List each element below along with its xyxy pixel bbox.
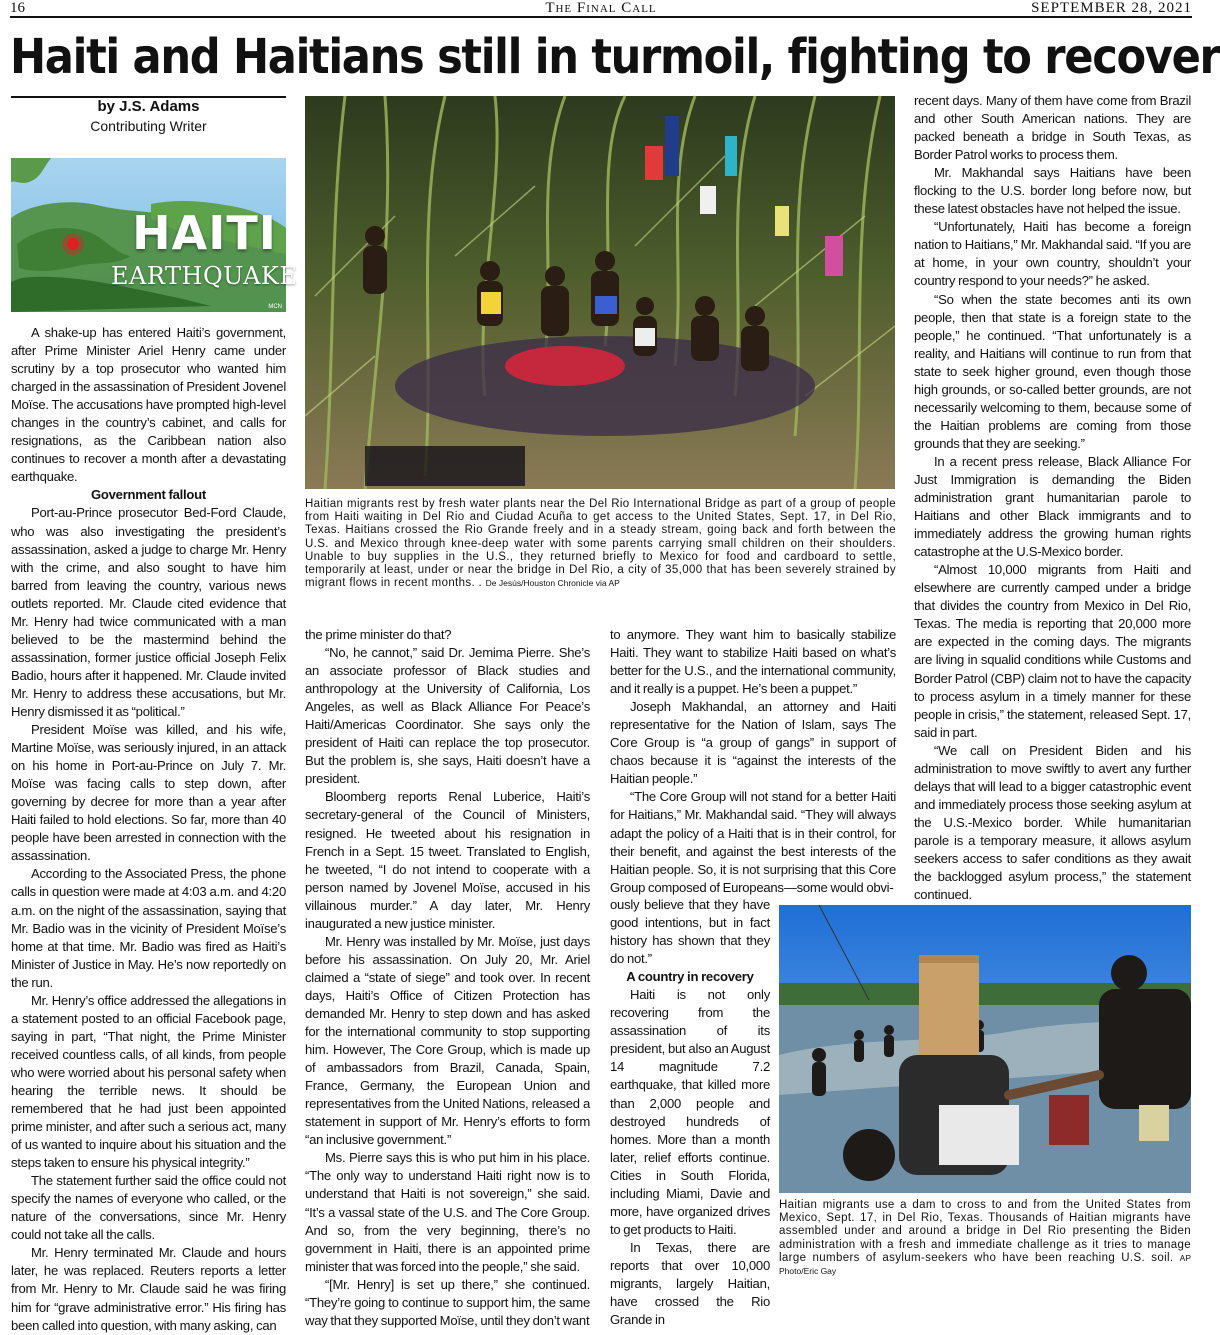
paragraph: “[Mr. Henry] is set up there,” she continued. “They’re going to continue to support him, the same way that they supported Moïse, until they don’t want xyxy=(305,1276,590,1328)
paragraph: A shake-up has entered Haiti’s government, after Prime Minister Ariel Henry came under scrutiny by a top prosecutor who wanted him charged in the assassination of President Jovenel Moïse. The accusations have prompted high-level changes in the country’s cabinet, and calls for resignations, as the Caribbean nation also continues to recover a month after a devastating earthquake. xyxy=(11,325,286,485)
paragraph: “The Core Group will not stand for a better Haiti for Haitians,” Mr. Makhandal said. “They will always adapt the policy of a Haiti that is in their control, for their benefit, and against the best interests of the Haitian people. So, it is not surprising that this Core Group composed of Europeans—some would obvi- xyxy=(610,789,896,895)
paragraph: Bloomberg reports Renal Luberice, Haiti’s secretary-general of the Council of Ministers, resigned. He tweeted about his resignation in French in a Sept. 15 tweet. Translated to English, he tweeted, “I do not intend to cooperate with a person named by Jovenel Moïse, accused in his villainous murder.” A day later, Mr. Henry inaugurated a new justice minister. xyxy=(305,789,590,931)
paragraph: Mr. Henry was installed by Mr. Moïse, just days before his assassination. On July 20, Mr. Ariel claimed a “state of siege” and took over. In recent days, Haiti’s Office of Citizen Protection has demanded Mr. Henry to step down and has asked for the international community to stop supporting him. However, The Core Group, which is made up of ambassadors from Brazil, Canada, Spain, France, Germany, the European Union and representatives from the United Nations, released a statement in support of Mr. Henry’s efforts to form “an inclusive government.” xyxy=(305,933,590,1148)
photo-caption-bottom xyxy=(779,1199,1191,1278)
paragraph: “Unfortunately, Haiti has become a foreign nation to Haitians,” Mr. Makhandal said. “If you are at home, in your own country, shouldn’t your country respond to your needs?” he asked. xyxy=(914,219,1191,289)
paragraph: Joseph Makhandal, an attorney and Haiti representative for the Nation of Islam, says The Core Group is “a group of gangs” in support of chaos because it is “against the interests of the Haitian people.” xyxy=(610,699,896,787)
caption-text: Haitian migrants use a dam to cross to and from the United States from Mexico, Sept. 17, in Del Rio, Texas. Thousands of Haitian migrants have assembled under and around a bridge in Del Rio presenting the Biden administration with a fresh and immediate challenge as it tries to manage large numbers of asylum-seekers who have been reaching U.S. soil. xyxy=(779,1199,1191,1264)
paragraph: Haiti is not only recovering from the assassination of its president, but also an August 14 magnitude 7.2 earthquake, that killed more than 2,000 people and destroyed hundreds of homes. More than a month later, relief efforts continue. Cities in South Florida, including Miami, Davie and more, have organized drives to get products to Haiti. xyxy=(610,987,770,1237)
caption-text: Haitian migrants rest by fresh water plants near the Del Rio International Bridge as part of a group of people from Haiti waiting in Del Rio and Ciudad Acuña to get access to the United States, Sept. 17, in Del Rio, Texas. Haitians crossed the Rio Grande freely and in a steady stream, going back and forth between the U.S. and Mexico through knee-deep water with some parents carrying small children on their shoulders. Unable to buy supplies in the U.S., they returned briefly to Mexico for food and cardboard to settle, temporarily at least, under or near the bridge in Del Rio, a city of 35,000 that has been severely strained by migrant flows in recent months. . xyxy=(305,498,896,590)
publication-name: The Final Call xyxy=(545,0,657,16)
logo-title: HAITI xyxy=(132,206,277,260)
subhead-country-in-recovery: A country in recovery xyxy=(626,969,754,985)
photo-credit: AP Photo/Eric Gay xyxy=(779,1252,1192,1277)
article-column-2 xyxy=(305,626,590,1328)
article-column-1 xyxy=(11,324,286,1333)
logo-subtitle: EARTHQUAKE xyxy=(111,262,298,290)
byline-author: by J.S. Adams xyxy=(97,98,200,115)
migrants-camp-photo xyxy=(305,96,895,489)
byline-role: Contributing Writer xyxy=(90,118,207,134)
paragraph: “We call on President Biden and his administration to move swiftly to avert any further delays that will lead to a bigger catastrophic event and immediately process those seeking asylum at the U.S.-Mexico border. While humanitarian parole is a temporary measure, it allows asylum seekers access to safer conditions as they await the backlogged asylum process,” the statement continued. xyxy=(914,742,1191,903)
issue-date: SEPTEMBER 28, 2021 xyxy=(1031,0,1192,16)
paragraph: recent days. Many of them have come from Brazil and other South American nations. They are packed beneath a bridge in South Texas, as Border Patrol works to process them. xyxy=(914,93,1191,163)
article-column-3-narrow xyxy=(610,896,770,1328)
paragraph: Mr. Henry’s office addressed the allegations in a statement posted to an official Facebook page, saying in part, “That night, the Prime Minister received countless calls, of all kinds, from people who were worried about his personal safety when hearing the terrible news. It should be remembered that he had just been appointed prime minister, and after such a serious act, many of us wanted to inquire about his situation and the steps taken to ensure his physical integrity.” xyxy=(11,992,286,1171)
headline: Haiti and Haitians still in turmoil, fighting to recover xyxy=(10,29,1220,85)
paragraph: Ms. Pierre says this is who put him in his place. “The only way to understand Haiti right now is to understand that Haiti is not sovereign,” she said. “It’s a vassal state of the U.S. and The Core Group. And so, from the very beginning, there’s no government in Haiti, there is an appointed prime minister that was forced into the people,” she said. xyxy=(305,1150,590,1274)
paragraph: “No, he cannot,” said Dr. Jemima Pierre. She’s an associate professor of Black studies and anthropology at the University of California, Los Angeles, as well as Black Alliance For Peace’s Haiti/Americas Coordinator. She says only the president of Haiti can replace the top prosecutor. But the problem is, she says, Haiti doesn’t have a president. xyxy=(305,645,590,787)
paragraph: The statement further said the office could not specify the names of everyone who called, or the nature of the conversations, since Mr. Henry could not take all the calls. xyxy=(11,1173,286,1243)
paragraph: ously believe that they have good intentions, but in fact history has shown that they do not.” xyxy=(610,897,770,967)
page-folio xyxy=(10,0,1192,18)
migrants-camp-illustration xyxy=(305,96,895,489)
paragraph: Mr. Henry terminated Mr. Claude and hours later, he was replaced. Reuters reports a letter from Mr. Henry to Mr. Claude said he was firing him for “grave administrative error.” His firing has been called into question, with many asking, can xyxy=(11,1245,286,1333)
page-number: 16 xyxy=(10,0,25,16)
paragraph: In Texas, there are reports that over 10,000 migrants, largely Haitian, have crossed the Rio Grande in xyxy=(610,1239,770,1328)
dam-crossing-illustration xyxy=(779,905,1191,1193)
logo-credit: MCN xyxy=(268,304,282,310)
article-column-3 xyxy=(610,626,896,896)
paragraph: Port-au-Prince prosecutor Bed-Ford Claude, who was also investigating the president’s assassination, asked a judge to charge Mr. Henry with the crime, and also sought to have him barred from leaving the country, various news outlets reported. Mr. Claude cited evidence that Mr. Henry had twice communicated with a man believed to be the mastermind behind the assassination, former justice official Joseph Felix Badio, hours after it happened. Mr. Claude invited Mr. Henry to address these accusations, but Mr. Henry dismissed it as “political.” xyxy=(11,505,286,719)
paragraph: the prime minister do that? xyxy=(305,627,452,642)
paragraph: Mr. Makhandal says Haitians have been flocking to the U.S. border long before now, but these latest obstacles have not helped the issue. xyxy=(914,165,1191,217)
article-column-4 xyxy=(914,92,1191,903)
subhead-government-fallout: Government fallout xyxy=(90,487,207,503)
paragraph: to anymore. They want him to basically stabilize Haiti. They want to stabilize Haiti based on what’s better for the U.S., and the international community, and it really is a puppet. He’s been a puppet.” xyxy=(610,627,896,697)
dam-crossing-photo xyxy=(779,905,1191,1193)
paragraph: In a recent press release, Black Alliance For Just Immigration is demanding the Biden administration grant humanitarian parole to Haitians and other Black immigrants and to immediately address the growing human rights catastrophe at the U.S-Mexico border. xyxy=(914,453,1191,560)
paragraph: “Almost 10,000 migrants from Haiti and elsewhere are currently camped under a bridge that divides the country from Mexico in Del Rio, Texas. The media is reporting that 20,000 more are expected in the coming days. The migrants are living in squalid conditions while Customs and Border Patrol (CBP) claim not to have the capacity to process asylum in a timely manner for these people in crisis,” the statement, released Sept. 17, said in part. xyxy=(914,562,1191,740)
photo-caption-top xyxy=(305,498,896,590)
paragraph: President Moïse was killed, and his wife, Martine Moïse, was seriously injured, in an attack on his home in Port-au-Prince on July 7. Mr. Moïse was facing calls to step down, after governing by decree for more than a year after Haiti failed to hold elections. So far, more than 40 people have been arrested in connection with the assassination. xyxy=(11,722,286,864)
paragraph: According to the Associated Press, the phone calls in question were made at 4:03 a.m. and 4:20 a.m. on the night of the assassination, saying that Mr. Badio was in the vicinity of President Moïse’s home at that time. Mr. Badio was fired as Haiti’s Minister of Justice in May. He’s now reportedly on the run. xyxy=(11,866,286,990)
paragraph: “So when the state becomes anti its own people, then that state is a foreign state to the people,” he continued. “That unfortunately is a reality, and Haitians will continue to run from that state to seek higher ground, even though those high grounds, or so-called better grounds, are not necessarily welcoming to them, because some of the Haitian problems are coming from those grounds that they are seeking.” xyxy=(914,291,1191,451)
haiti-earthquake-image xyxy=(11,158,298,312)
photo-credit: De Jesús/Houston Chronicle via AP xyxy=(485,578,620,589)
